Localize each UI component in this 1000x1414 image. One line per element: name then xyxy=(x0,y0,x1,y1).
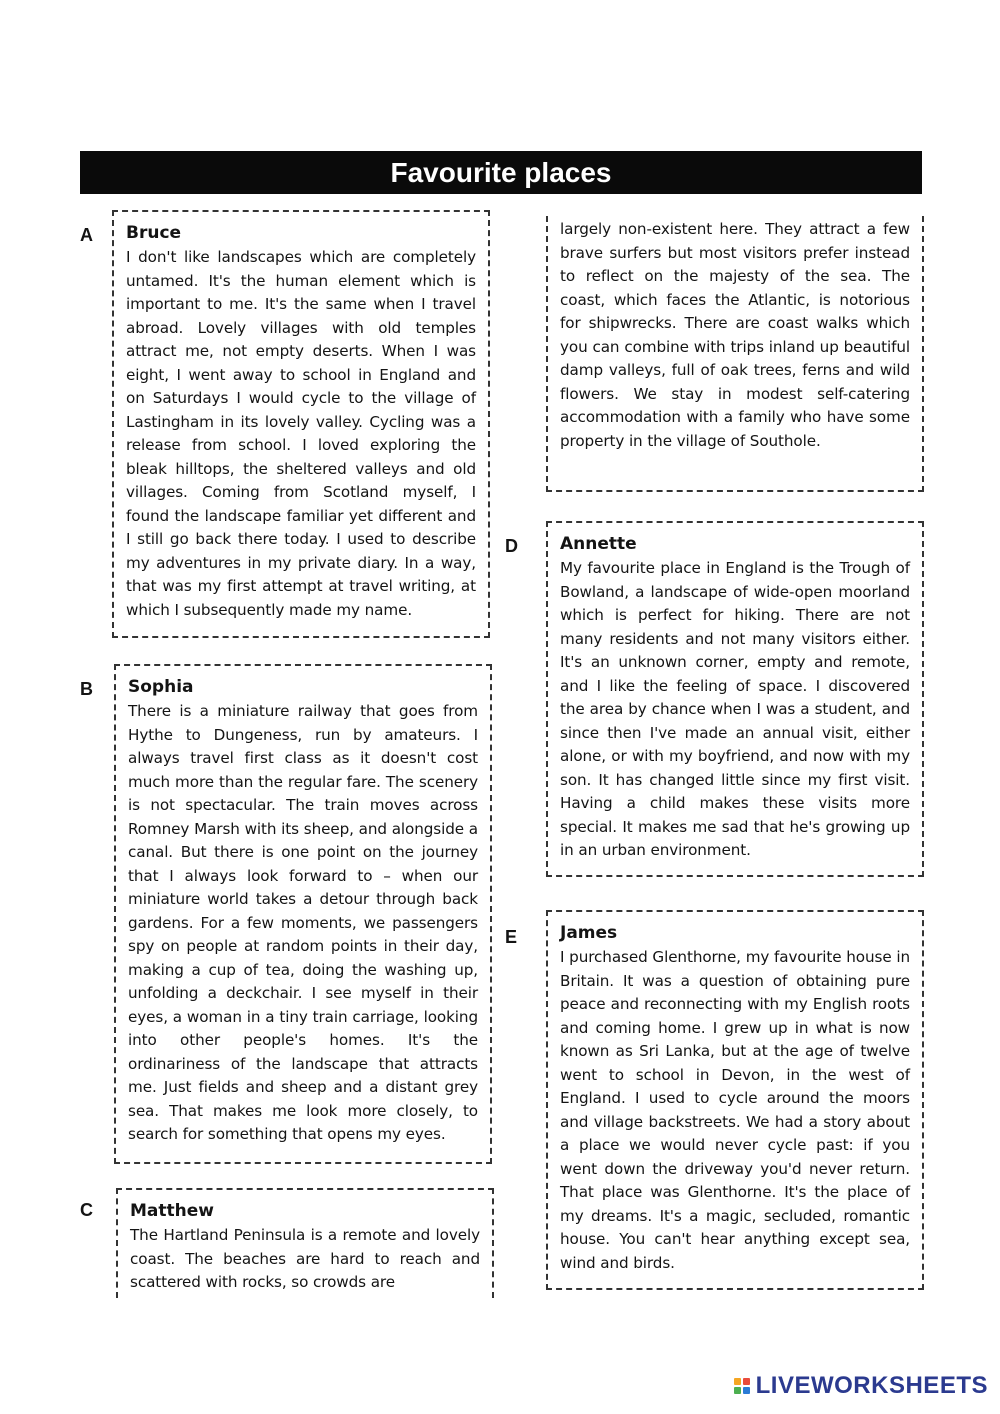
section-a-name: Bruce xyxy=(126,223,182,243)
section-letter-b: B xyxy=(80,679,93,699)
section-e-box xyxy=(546,910,924,1290)
section-letter-c: C xyxy=(80,1200,93,1220)
footer-brand xyxy=(734,1372,988,1400)
section-c-text-part2: largely non-existent here. They attract a few brave surfers but most visitors prefer instead to reflect on the majesty of the sea. The coast, which faces the Atlantic, is notorious for shipwrecks. There are coast walks which you can combine with trips inland up beautiful damp valleys, full of oak trees, ferns and wild flowers. We stay in modest self-catering accommodation with a family who have some property in the village of Southole. xyxy=(560,220,910,450)
section-c-text-part1: The Hartland Peninsula is a remote and lovely coast. The beaches are hard to reach and scattered with rocks, so crowds are xyxy=(130,1226,480,1291)
section-a-text: I don't like landscapes which are completely untamed. It's the human element which is important to me. It's the same when I travel abroad. Lovely villages with old temples attract me, not empty deserts. When I was eight, I went away to school in England and on Saturdays I would cycle to the village of Lastingham in its lovely valley. Cycling was a release from school. I loved exploring the bleak hilltops, the sheltered valleys and old villages. Coming from Scotland myself, I found the landscape familiar yet different and I still go back there today. I used to describe my adventures in my private diary. In a way, that was my first attempt at travel writing, at which I subsequently made my name. xyxy=(126,248,476,619)
section-e-text: I purchased Glenthorne, my favourite house in Britain. It was a question of obtaining pure peace and reconnecting with my English roots and coming home. I grew up in what is now known as Sri Lanka, but at the age of twelve went to school in Devon, in the west of England. I used to cycle around the moors and village backstreets. We had a story about a place we would never cycle past: if you went down the driveway you'd never return. That place was Glenthorne. It's the place of my dreams. It's a magic, secluded, romantic house. You can't hear anything except sea, wind and birds. xyxy=(560,948,910,1272)
section-d-name: Annette xyxy=(560,534,637,554)
page-title: Favourite places xyxy=(80,151,922,194)
section-c-box-part2 xyxy=(546,216,924,492)
section-a-box xyxy=(112,210,490,638)
section-d-box xyxy=(546,521,924,877)
section-letter-a: A xyxy=(80,225,93,245)
section-c-box-part1 xyxy=(116,1188,494,1298)
section-d-text: My favourite place in England is the Trough of Bowland, a landscape of wide-open moorland which is perfect for hiking. There are not many residents and not many visitors either. It's an unknown corner, empty and remote, and I like the feeling of space. I discovered the area by chance when I was a student, and since then I've made an annual visit, either alone, or with my boyfriend, and now with my son. It has changed little since my first visit. Having a child makes these visits more special. It makes me sad that he's growing up in an urban environment. xyxy=(560,559,910,859)
section-b-text: There is a miniature railway that goes from Hythe to Dungeness, run by amateurs. I always travel first class as it doesn't cost much more than the regular fare. The scenery is not spectacular. The train moves across Romney Marsh with its sheep, and alongside a canal. But there is one point on the journey that I always look forward to – when our miniature world takes a detour through back gardens. For a few moments, we passengers spy on people at random points in their day, making a cup of tea, doing the washing up, unfolding a deckchair. I see myself in their eyes, a woman in a tiny train carriage, looking into other people's homes. It's the ordinariness of the landscape that attracts me. Just fields and sheep and a distant grey sea. That makes me look more closely, to search for something that opens my eyes. xyxy=(128,702,478,1143)
section-b-name: Sophia xyxy=(128,677,194,697)
section-letter-e: E xyxy=(505,927,518,947)
liveworksheets-logo-icon xyxy=(734,1378,750,1394)
brand-name: LIVEWORKSHEETS xyxy=(755,1372,988,1399)
section-letter-d: D xyxy=(505,536,518,556)
section-c-name: Matthew xyxy=(130,1201,214,1221)
section-e-name: James xyxy=(560,923,618,943)
section-b-box xyxy=(114,664,492,1164)
